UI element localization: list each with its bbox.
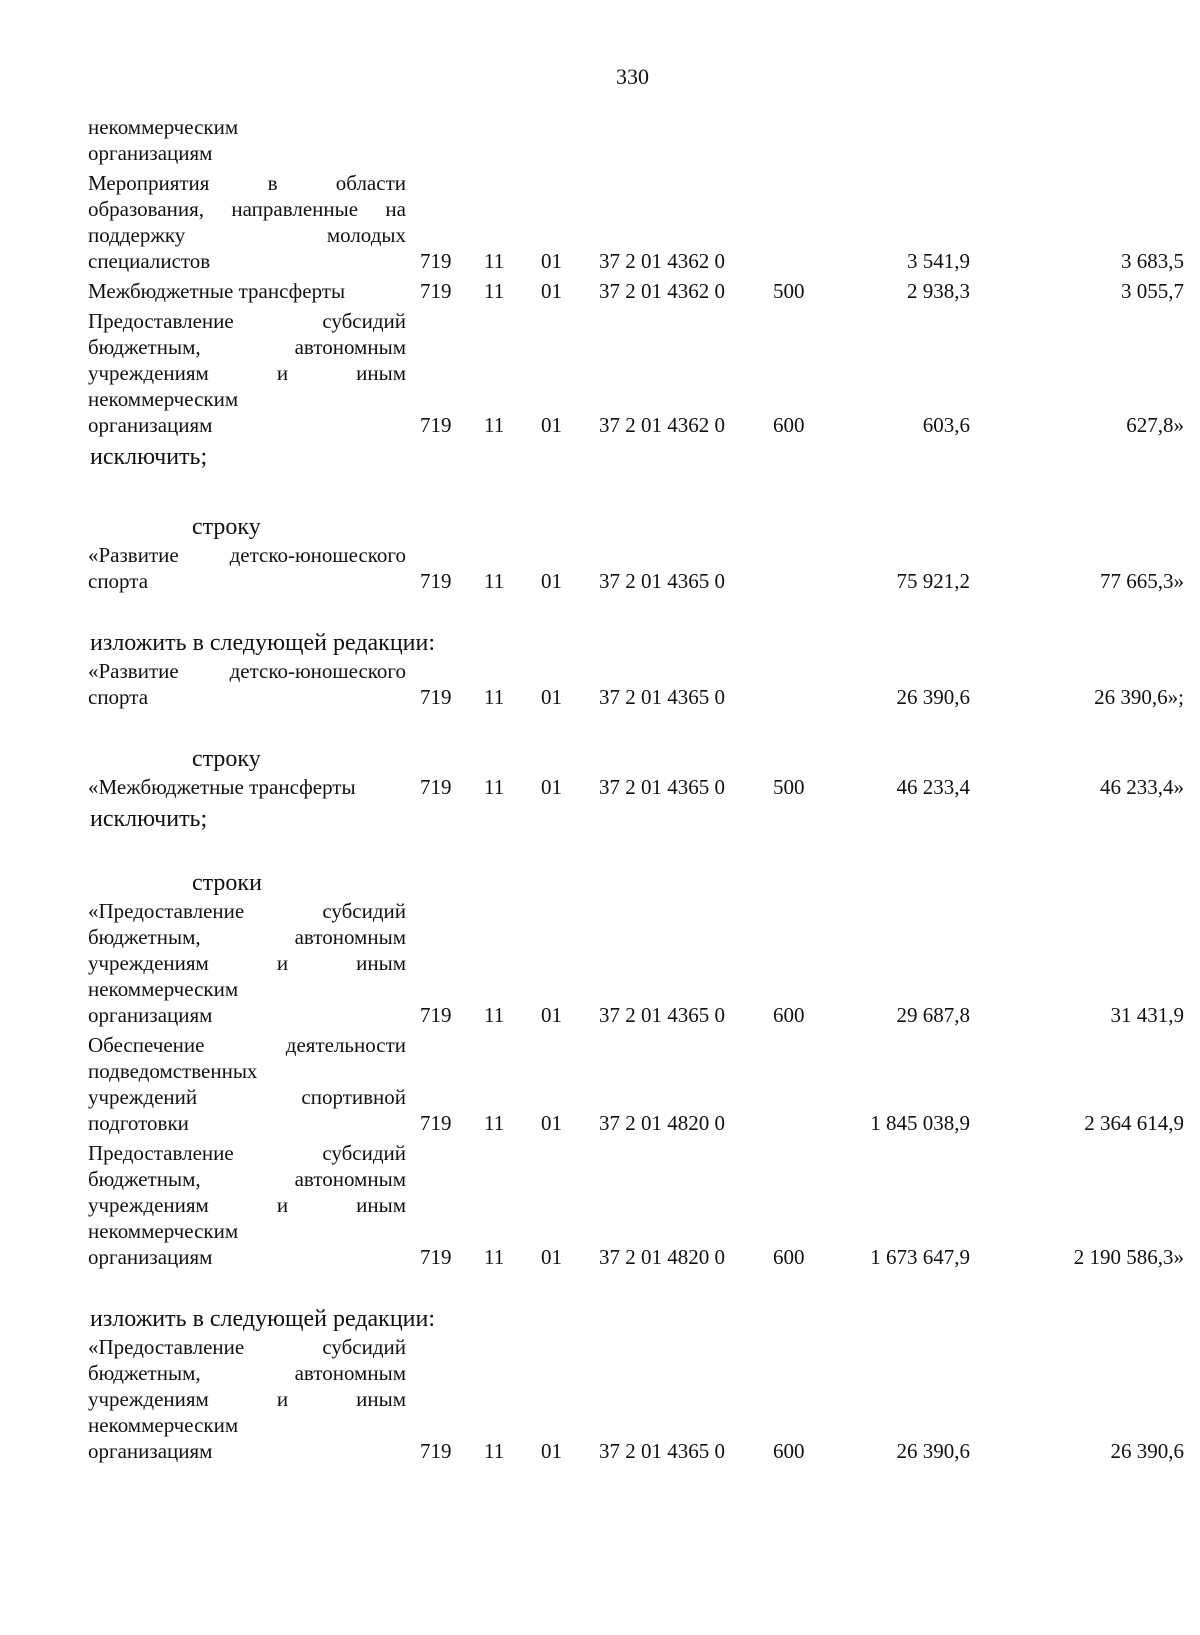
row-description — [88, 774, 406, 800]
amount-year-2: 3 683,5 — [1121, 249, 1184, 273]
row-description — [88, 658, 406, 710]
description-line: организациям — [88, 1003, 213, 1027]
row-description — [88, 308, 406, 438]
instruction-text: изложить в следующей редакции: — [90, 1306, 436, 1332]
grbs-code: 719 — [420, 775, 452, 799]
amount-year-1: 29 687,8 — [896, 1003, 970, 1027]
instruction-text: строку — [192, 514, 261, 540]
description-line: учреждениям и иным — [88, 1193, 406, 1217]
section-code: 11 — [484, 1111, 505, 1135]
row-description — [88, 1032, 406, 1136]
description-line: некоммерческим — [88, 1219, 239, 1243]
description-line: учреждениям и иным — [88, 1387, 406, 1411]
section-code: 11 — [484, 413, 505, 437]
target-article-code: 37 2 01 4820 0 — [599, 1245, 725, 1269]
description-line: некоммерческим — [88, 1413, 239, 1437]
row-description — [88, 278, 406, 304]
instruction-text: исключить; — [90, 806, 208, 832]
amount-year-1: 1 845 038,9 — [870, 1111, 970, 1135]
amount-year-2: 2 190 586,3» — [1073, 1245, 1184, 1269]
row-description — [88, 170, 406, 274]
amount-year-2: 627,8» — [1126, 413, 1184, 437]
page-number: 330 — [616, 64, 649, 89]
description-line: спорта — [88, 569, 149, 593]
amount-year-2: 26 390,6 — [1110, 1439, 1184, 1463]
amount-year-2: 31 431,9 — [1110, 1003, 1184, 1027]
section-code: 11 — [484, 279, 505, 303]
section-code: 11 — [484, 249, 505, 273]
grbs-code: 719 — [420, 413, 452, 437]
expense-type-code: 600 — [773, 1245, 805, 1269]
description-line: Межбюджетные трансферты — [88, 279, 346, 303]
description-line: организациям — [88, 1439, 213, 1463]
target-article-code: 37 2 01 4365 0 — [599, 1439, 725, 1463]
target-article-code: 37 2 01 4362 0 — [599, 413, 725, 437]
table-row — [88, 1140, 1188, 1270]
expense-type-code: 500 — [773, 775, 805, 799]
amount-year-1: 1 673 647,9 — [870, 1245, 970, 1269]
subsection-code: 01 — [541, 1111, 562, 1135]
grbs-code: 719 — [420, 249, 452, 273]
table-row — [88, 170, 1188, 274]
description-line: некоммерческим — [88, 115, 239, 139]
amount-year-1: 75 921,2 — [896, 569, 970, 593]
description-line: образования, направленные на — [88, 197, 406, 221]
instruction-text: исключить; — [90, 444, 208, 470]
description-line: учреждений спортивной — [88, 1085, 406, 1109]
grbs-code: 719 — [420, 1111, 452, 1135]
section-code: 11 — [484, 1245, 505, 1269]
amount-year-1: 2 938,3 — [907, 279, 970, 303]
amount-year-1: 26 390,6 — [896, 1439, 970, 1463]
target-article-code: 37 2 01 4365 0 — [599, 685, 725, 709]
description-line: бюджетным, автономным — [88, 1167, 406, 1191]
amount-year-2: 2 364 614,9 — [1084, 1111, 1184, 1135]
description-line: «Развитие детско-юношеского — [88, 659, 406, 683]
amount-year-1: 46 233,4 — [896, 775, 970, 799]
amount-year-1: 603,6 — [922, 413, 970, 437]
description-line: некоммерческим — [88, 387, 239, 411]
grbs-code: 719 — [420, 1245, 452, 1269]
amount-year-2: 3 055,7 — [1121, 279, 1184, 303]
table-row — [88, 658, 1188, 710]
description-line: организациям — [88, 141, 213, 165]
description-line: учреждениям и иным — [88, 361, 406, 385]
section-code: 11 — [484, 569, 505, 593]
target-article-code: 37 2 01 4365 0 — [599, 1003, 725, 1027]
description-line: поддержку молодых — [88, 223, 406, 247]
description-line: Предоставление субсидий — [88, 1141, 406, 1165]
description-line: организациям — [88, 1245, 213, 1269]
grbs-code: 719 — [420, 569, 452, 593]
amount-year-1: 3 541,9 — [907, 249, 970, 273]
amount-year-2: 77 665,3» — [1100, 569, 1184, 593]
table-row — [88, 774, 1188, 800]
table-row — [88, 1032, 1188, 1136]
description-line: «Предоставление субсидий — [88, 899, 406, 923]
expense-type-code: 600 — [773, 1439, 805, 1463]
description-line: «Межбюджетные трансферты — [88, 775, 356, 799]
row-description — [88, 1140, 406, 1270]
description-line: «Предоставление субсидий — [88, 1335, 406, 1359]
description-line: спорта — [88, 685, 149, 709]
section-code: 11 — [484, 775, 505, 799]
description-line: учреждениям и иным — [88, 951, 406, 975]
document-body — [88, 114, 1188, 1468]
subsection-code: 01 — [541, 1245, 562, 1269]
amount-year-2: 46 233,4» — [1100, 775, 1184, 799]
instruction-text: изложить в следующей редакции: — [90, 630, 436, 656]
subsection-code: 01 — [541, 685, 562, 709]
section-code: 11 — [484, 685, 505, 709]
description-line: Мероприятия в области — [88, 171, 406, 195]
subsection-code: 01 — [541, 775, 562, 799]
expense-type-code: 600 — [773, 1003, 805, 1027]
description-line: Предоставление субсидий — [88, 309, 406, 333]
table-row — [88, 898, 1188, 1028]
description-line: специалистов — [88, 249, 211, 273]
table-row — [88, 308, 1188, 438]
section-code: 11 — [484, 1003, 505, 1027]
section-code: 11 — [484, 1439, 505, 1463]
row-description — [88, 1334, 406, 1464]
row-description — [88, 114, 406, 166]
subsection-code: 01 — [541, 1439, 562, 1463]
target-article-code: 37 2 01 4362 0 — [599, 279, 725, 303]
amount-year-2: 26 390,6»; — [1094, 685, 1184, 709]
grbs-code: 719 — [420, 279, 452, 303]
subsection-code: 01 — [541, 1003, 562, 1027]
instruction-text: строки — [192, 870, 262, 896]
description-line: «Развитие детско-юношеского — [88, 543, 406, 567]
grbs-code: 719 — [420, 1439, 452, 1463]
subsection-code: 01 — [541, 413, 562, 437]
subsection-code: 01 — [541, 249, 562, 273]
table-row — [88, 542, 1188, 594]
description-line: организациям — [88, 413, 213, 437]
table-row — [88, 1334, 1188, 1464]
expense-type-code: 600 — [773, 413, 805, 437]
table-row — [88, 114, 1188, 166]
description-line: бюджетным, автономным — [88, 925, 406, 949]
target-article-code: 37 2 01 4365 0 — [599, 775, 725, 799]
row-description — [88, 898, 406, 1028]
grbs-code: 719 — [420, 1003, 452, 1027]
amount-year-1: 26 390,6 — [896, 685, 970, 709]
target-article-code: 37 2 01 4365 0 — [599, 569, 725, 593]
description-line: некоммерческим — [88, 977, 239, 1001]
subsection-code: 01 — [541, 569, 562, 593]
subsection-code: 01 — [541, 279, 562, 303]
target-article-code: 37 2 01 4820 0 — [599, 1111, 725, 1135]
target-article-code: 37 2 01 4362 0 — [599, 249, 725, 273]
description-line: Обеспечение деятельности — [88, 1033, 406, 1057]
grbs-code: 719 — [420, 685, 452, 709]
expense-type-code: 500 — [773, 279, 805, 303]
description-line: бюджетным, автономным — [88, 335, 406, 359]
instruction-text: строку — [192, 746, 261, 772]
description-line: бюджетным, автономным — [88, 1361, 406, 1385]
description-line: подготовки — [88, 1111, 189, 1135]
table-row — [88, 278, 1188, 304]
row-description — [88, 542, 406, 594]
description-line: подведомственных — [88, 1059, 258, 1083]
